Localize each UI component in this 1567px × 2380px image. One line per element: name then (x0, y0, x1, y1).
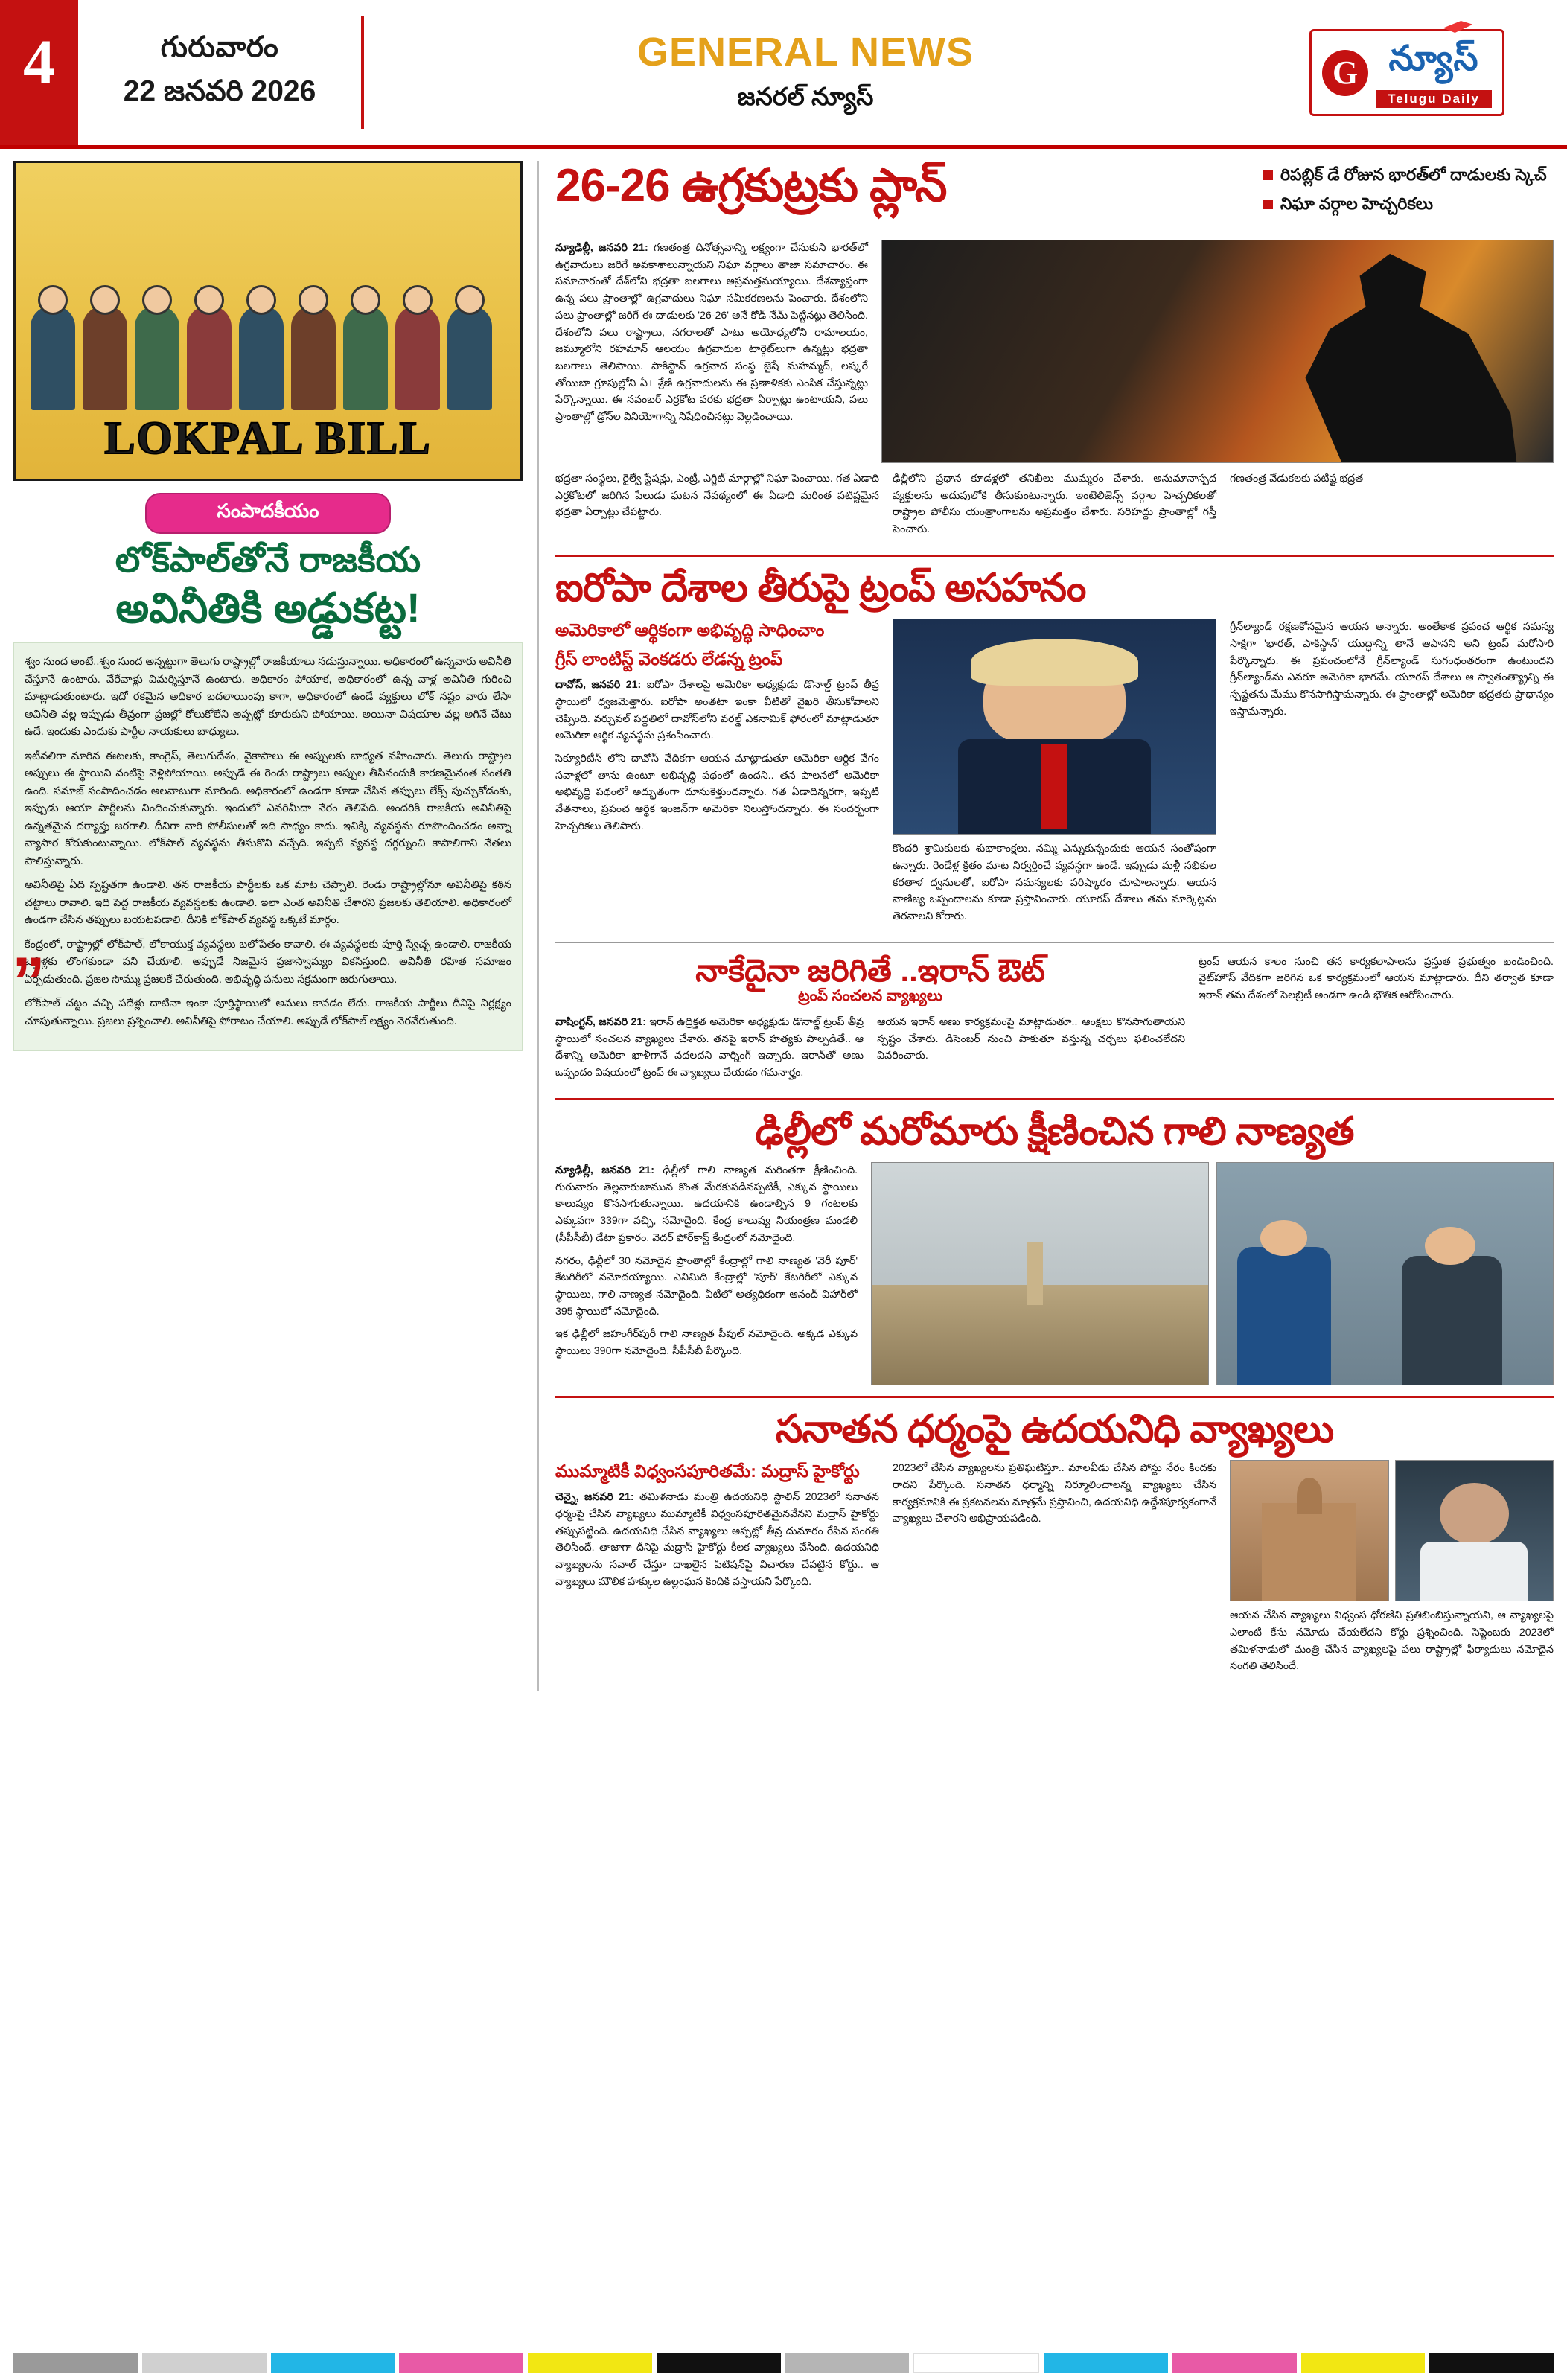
article-terror-plan (555, 161, 1554, 544)
article-text: నగరం, ఢిల్లీలో 30 నమోదైన ప్రాంతాల్లో కేంద్రాల్లో గాలి నాణ్యత 'వెరీ పూర్' కేటగిరీలో నమోదయ్యాయి. ఎనిమిది కేంద్రాల్లో 'పూర్' కేటగిరీలో ఎక్కువ స్థాయిలు, గాలి నాణ్యత నమోదైంది. వీటిలో అత్యధికంగా ఆనంద్ విహార్‌లో 395 స్థాయిలో నమోదైంది. (555, 1254, 858, 1318)
dateline: చెన్నై, జనవరి 21: (555, 1491, 634, 1504)
weekday-label: గురువారం (160, 31, 279, 63)
editorial-headline-line2: అవినీతికి అడ్డుకట్ట! (115, 584, 421, 632)
section-title-te: జనరల్ న్యూస్ (737, 82, 874, 110)
page-content (0, 149, 1567, 1691)
dateline: దావోస్, జనవరి 21: (555, 679, 642, 692)
article-text: ఢిల్లీలోని ప్రధాన కూడళ్లలో తనిఖీలు ముమ్మరం చేశారు. అనుమానాస్పద వ్యక్తులను అదుపులోకి తీసుకుంటున్నారు. ఇంటెలిజెన్స్ వర్గాల హెచ్చరికలతో రాష్ట్రాల పోలీసు యంత్రాంగాలను అప్రమత్తం చేశారు. సరిహద్దు ప్రాంతాల్లో గస్తీ పెంచారు. (893, 473, 1216, 536)
article-text: గణతంత్ర దినోత్సవాన్ని లక్ష్యంగా చేసుకుని భారత్‌లో ఉగ్రవాదులు జరిగే అవకాశాలున్నాయని నిఘా వర్గాలు తాజా సమాచారం. ఈ సమాచారంతో దేశ్‌లోని భద్రతా బలగాలు అప్రమత్తమయ్యాయి. దేశవ్యాప్తంగా ఉన్న పలు ప్రాంతాల్లో ఉగ్రవాదులు నిఘా సమీకరణలను పెంచారు. దేశంలోని పలు ప్రాంతాల్లో జరిగే ఈ దాడులకు '26-26' అనే కోడ్ నేమ్ పెట్టినట్లు తెలిసింది. దేశంలోని పలు రాష్ట్రాలు, నగరాలతో పాటు అయోధ్యలోని రామాలయం, జమ్మూలోని రహమాన్ ఆలయం ఉగ్రవాదుల టార్గెట్‌లుగా ఉన్నట్లు భద్రతా బలగాలు తెలిపాయి. పాకిస్థాన్ ఉగ్రవాద సంస్థ జైషే మహమ్మద్, లష్కరే తోయిబా గ్రూపుల్లోని ఏ+ శ్రేణి ఉగ్రవాదులను ఈ ప్రణాళికకు ఎంపిక చేస్తున్నట్లు పేర్కొన్నాయి. ఈ నవంబర్ ఎర్రకోట వరకు భద్రతా ఏర్పాట్లు ఉంటాయని, పలు ప్రాంతాల్లో డ్రోన్‌ల వినియోగాన్ని నిషేధించినట్లు వెల్లడించాయి. (555, 242, 868, 424)
editorial-badge: సంపాదకీయం (145, 493, 391, 534)
article-text: తమిళనాడు మంత్రి ఉదయనిధి స్టాలిన్ 2023లో సనాతన ధర్మంపై చేసిన వ్యాఖ్యలు ముమ్మాటికీ విధ్వంసపూరితమైనవేనని మద్రాస్ హైకోర్టు తప్పుపట్టింది. ఉదయనిధి చేసిన వ్యాఖ్యలు అప్పట్లో తీవ్ర దుమారం రేపిన సంగతి తెలిసిందే. తాజాగా దీనిపై మద్రాస్ హైకోర్టు కీలక వ్యాఖ్యలు చేసింది. ఉదయనిధి వ్యాఖ్యలను సవాల్ చేస్తూ దాఖలైన పిటిషన్‌పై విచారణ చేపట్టిన కోర్టు.. ఆ వ్యాఖ్యలు మౌలిక హక్కుల ఉల్లంఘన కిందికి వస్తాయని పేర్కొంది. (555, 1491, 879, 1588)
article-photo-person (1395, 1460, 1554, 1601)
article-headline: ఐరోపా దేశాల తీరుపై ట్రంప్ అసహనం (555, 566, 1086, 610)
editorial-body (13, 642, 523, 1051)
bullet-item (1263, 165, 1554, 188)
article-body (555, 1162, 858, 1247)
dateline: న్యూఢిల్లీ, జనవరి 21: (555, 1164, 654, 1176)
brand-logo (1309, 29, 1504, 116)
brand-letter-icon: G (1322, 50, 1368, 96)
article-iran-alert (555, 954, 1554, 1088)
article-text: ఇరాన్ ఉద్రిక్తత అమెరికా అధ్యక్షుడు డొనాల్డ్ ట్రంప్ తీవ్ర స్థాయిలో సంచలన వ్యాఖ్యలు చేశారు. తనపై ఇరాన్ హత్యకు పాల్పడితే.. ఆ దేశాన్ని అమెరికా ఖాళీగానే వదలదని వార్నింగ్ ఇచ్చారు. ఇరాన్‌తో అణు ఒప్పందం విషయంలో ట్రంప్ ఈ వ్యాఖ్యలు చేయడం గమనార్హం. (555, 1015, 864, 1079)
article-trump-europe (555, 567, 1554, 931)
article-body (555, 1014, 864, 1082)
article-text: ఆయన చేసిన వ్యాఖ్యలు విధ్వంస ధోరణిని ప్రతిబింబిస్తున్నాయని, ఆ వ్యాఖ్యలపై ఎలాంటి కేసు నమోదు చేయలేదని కోర్టు ప్రశ్నించింది. సెప్టెంబరు 2023లో తమిళనాడులో మంత్రి చేసిన వ్యాఖ్యలపై పలు రాష్ట్రాల్లో ఫిర్యాదులు నమోదైన సంగతి తెలిసిందే. (1230, 1609, 1554, 1673)
article-photo-blast (881, 240, 1554, 463)
bullet-item (1263, 194, 1554, 217)
editorial-column (13, 161, 539, 1691)
article-body (555, 677, 879, 744)
bullet-text: రిపబ్లిక్ డే రోజున భారత్‌లో దాడులకు స్కెచ్ (1280, 165, 1547, 184)
date-label: 22 జనవరి 2026 (123, 74, 316, 107)
dateline: వాషింగ్టన్, జనవరి 21: (555, 1015, 646, 1028)
quote-mark-icon: „ (12, 907, 45, 981)
article-subhead: గ్రీస్ లాంటిస్ట్ వెంకడరు లేడన్న ట్రంప్ (555, 649, 783, 669)
page-number: 4 (23, 26, 55, 98)
article-text: గ్రీన్‌ల్యాండ్ రక్షణకోసమైన ఆయన అన్నారు. అంతేకాక ప్రపంచ ఆర్థిక సమస్య సాక్షిగా 'భారత్, పాకిస్థాన్' యుద్ధాన్ని తానే ఆపానని అని ట్రంప్ మరోసారి పేర్కొన్నారు. ఈ ప్రపంచంలోనే గ్రీన్‌ల్యాండ్ సుగంధంతరంగా ఉంటుందని గ్రీన్‌ల్యాండ్‌ను ఎవరూ అమెరికా భాగమే. యూరప్ దేశాలు ఆ స్వాతంత్య్రాన్ని ఈ స్పష్టతను మేము కొనసాగిస్తామన్నారు. ఈ ప్రాంతాల్లో అమెరికా భద్రతకు ప్రాధాన్యం ఇస్తామన్నారు. (1230, 621, 1554, 718)
brand-block (1247, 0, 1567, 145)
article-text: కొందరి శ్రామికులకు శుభాకాంక్షలు. నమ్మి ఎన్నుకున్నందుకు ఆయన సంతోషంగా ఉన్నారు. రెండేళ్ల క్రితం మాట నిర్వర్తించే వ్యవస్థగా ఉండే. ఇప్పుడు మళ్లీ సభికుల కరతాళ ధ్వనులతో, ఐరోపా సమస్యలకు పరిష్కారం చూపాలన్నారు. ఆయన వాణిజ్య ఒప్పందాలను కూడా ప్రస్తావించారు. యూరప్ దేశాలు తమ మార్కెట్లను తెరవాలని కోరారు. (893, 843, 1216, 922)
article-photo-smog (871, 1162, 1208, 1385)
article-headline: సనాతన ధర్మంపై ఉదయనిధి వ్యాఖ్యలు (775, 1407, 1334, 1451)
article-text: ఢిల్లీలో గాలి నాణ్యత మరింతగా క్షీణించింది. గురువారం తెల్లవారుజామున కొంత మేరకుపడినప్పటికీ, ఎక్కువ స్థాయిలు కాలుష్యం కొనసాగుతున్నాయి. ఉదయానికి ఉండాల్సిన 9 గంటలకు ఎక్కువగా 339గా వచ్చి, నమోదైంది. కేంద్ర కాలుష్య నియంత్రణ మండలి (సీపీసీబీ) డేటా ప్రకారం, వెదర్ ఫోర్‌కాస్ట్ కేంద్రంలో నమోదైంది. (555, 1164, 858, 1244)
article-kicker: ట్రంప్ సంచలన వ్యాఖ్యలు (798, 987, 942, 1004)
crowd-illustration (16, 224, 520, 410)
editorial-illustration (13, 161, 523, 481)
article-photo-caption: గణతంత్ర వేడుకలకు పటిష్ట భద్రత (1230, 473, 1364, 485)
article-text: ఇక ఢిల్లీలో జహంగీర్‌పురీ గాలి నాణ్యత పీపుల్ నమోదైంది. అక్కడ ఎక్కువ స్థాయిలు 390గా నమోదైంది. సీపీసీబీ పేర్కొంది. (555, 1328, 858, 1358)
brand-tagline: Telugu Daily (1376, 90, 1492, 108)
section-title-en: GENERAL NEWS (636, 29, 974, 74)
editorial-headline-line1: లోక్‌పాల్‌తోనే రాజకీయ (115, 540, 421, 579)
bullet-text: నిఘా వర్గాల హెచ్చరికలు (1280, 194, 1434, 213)
article-body (555, 1489, 879, 1590)
article-photo-court (1230, 1460, 1389, 1601)
article-body (555, 240, 868, 426)
article-photo-trump (893, 619, 1216, 835)
section-title-block (364, 0, 1247, 145)
page-number-box (0, 0, 78, 145)
article-text: సెక్యూరిటీస్ లోని దావోస్ వేదికగా ఆయన మాట్లాడుతూ అమెరికా ఆర్థిక వేగం సవాళ్లలో తాను ఉంటూ అభివృద్ధి పథంలో ఉందని.. తన పాలనలో అమెరికా అభివృద్ధి పథంలో అద్భుతంగా దూసుకెళ్తుందన్నారు. గత ఏడాదిన్నరగా, ఇప్పటి వేతనాలు, ప్రపంచ ఆర్థిక ఇంజన్‌గా అమెరికా నిలుస్తోందన్నారు. ఈ సందర్భంగా హెచ్చరికలు తెలిపారు. (555, 753, 879, 832)
dateline: న్యూఢిల్లీ, జనవరి 21: (555, 242, 648, 254)
masthead (0, 0, 1567, 149)
article-subhead: అమెరికాలో ఆర్థికంగా అభివృద్ధి సాధించాం (555, 620, 825, 640)
editorial-headline (13, 540, 523, 632)
article-bullets (1234, 165, 1554, 217)
article-headline: ఢిల్లీలో మరోమారు క్షీణించిన గాలి నాణ్యత (755, 1109, 1354, 1153)
section-divider (555, 1396, 1554, 1398)
article-text: ట్రంప్ ఆయన కాలం నుంచి తన కార్యకలాపాలను ప్రస్తుత ప్రభుత్వం ఖండించింది. వైట్‌హౌస్ వేదికగా జరిగిన ఒక కార్యక్రమంలో ఆయన మాట్లాడారు. దీని తర్వాత కూడా ఇరాన్ తమ దేశంలో సెలబ్రిటీ అండగా ఉండి భౌతిక ఆరోపించారు. (1199, 955, 1554, 1002)
section-divider (555, 1098, 1554, 1100)
editorial-paragraph: శ్వం సుంద అంటే..శ్వం సుంద అన్నట్టుగా తెలుగు రాష్ట్రాల్లో రాజకీయాలు నడుస్తున్నాయి. అధికారంలో ఉన్నవారు అవినీతి చేస్తూనే ఉంటారు. వేరేవాళ్లు విమర్శిస్తూనే ఉంటారు. అధికారం పోయాక, అధికారంలో ఉన్న వాళ్ల అవినీతి గురించి మాట్లాడుతుంటారు. ఇదో రకమైన అధికార బదలాయింపు కాగా, అధికారంలో ఉండే వ్యక్తులు లోక్ నష్టం వారు లేసా అవినీతి వల్ల ఇప్పుడు తీవ్రంగా ప్రజల్లో కోలుకోలేని అప్పట్లో కూరుకుని పోయాయి. అయినా విషయాల వల్ల అగినే చేటు ఉదే. ఇందుకు ఎందుకు పార్టీల నాయకులు బాధ్యులు. (25, 656, 511, 738)
article-text: ఆయన ఇరాన్ అణు కార్యక్రమంపై మాట్లాడుతూ.. ఆంక్షలు కొనసాగుతాయని స్పష్టం చేశారు. డిసెంబర్ నుంచి పాకుతూ వస్తున్న చర్చలు ఫలించలేదని వివరించారు. (877, 1015, 1186, 1062)
article-text: ఐరోపా దేశాలపై అమెరికా అధ్యక్షుడు డొనాల్డ్ ట్రంప్ తీవ్ర స్థాయిలో ధ్వజమెత్తారు. ఐరోపా అంతటా ఇంకా వీటితో వైఖరి తీసుకోవాలని చెప్పింది. వర్చువల్ పద్ధతిలో దావోస్‌లోని వరల్డ్ ఎకనామిక్ ఫోరంలో మాట్లాడుతూ అమెరికా ఆర్థిక వ్యవస్థను ప్రశంసించారు. (555, 679, 880, 742)
article-text: 2023లో చేసిన వ్యాఖ్యలను ప్రతిఘటిస్తూ.. మాలవీడు చేసిన పోస్టు నేరం కిందకు రాదని పేర్కొంది. సనాతన ధర్మాన్ని నిర్మూలించాలన్న వ్యాఖ్యలు చేసిన కార్యక్రమానికి ఈ ప్రకటనలను మాత్రమే ప్రస్తావించి, ఉదయనిధి ఉద్దేశపూర్వకంగానే వ్యాఖ్యలు చేశారని అభిప్రాయపడింది. (893, 1462, 1216, 1525)
editorial-paragraph: అవినీతిపై ఏది స్పష్టతగా ఉండాలి. తన రాజకీయ పార్టీలకు ఒక మాట చెప్పాలి. రెండు రాష్ట్రాల్లోనూ అవినీతిపై కఠిన చట్టాలు రావాలి. ఇది పెద్ద రాజకీయ వ్యవస్థలకు ఉండాలి. ఇలా ఎంత అవినీతి చేశారని ప్రజలకు తెలియాలి. అధికారంలో ఉండగా చేసిన తప్పులు బయటపడాలి. దీనికి లోక్‌పాల్ వ్యవస్థ ఒక్కటే మార్గం. (25, 879, 511, 927)
article-photo-people (1216, 1162, 1554, 1385)
article-headline: నాకేదైనా జరిగితే ..ఇరాన్ ఔట్ (695, 952, 1045, 988)
date-block (78, 0, 361, 145)
article-subhead: ముమ్మాటికీ విధ్వంసపూరితమే: మద్రాస్ హైకోర్టు (555, 1461, 860, 1481)
article-text: భద్రతా సంస్థలు, రైల్వే స్టేషన్లు, ఎంట్రీ, ఎగ్జిట్ మార్గాల్లో నిఘా పెంచాయి. గత ఏడాది ఎర్రకోటలో జరిగిన పేలుడు ఘటన నేపథ్యంలో ఈ ఏడాది మరింత పటిష్టమైన భద్రతా ఏర్పాట్లు చేపట్టారు. (555, 473, 879, 519)
article-headline: 26-26 ఉగ్రకుట్రకు ప్లాన్ (555, 160, 947, 211)
editorial-paragraph: లోక్‌పాల్ చట్టం వచ్చి పదేళ్లు దాటినా ఇంకా పూర్తిస్థాయిలో అమలు కావడం లేదు. రాజకీయ పార్టీలు దీనిపై నిర్లక్ష్యం చూపుతున్నాయి. ప్రజలు ప్రశ్నించాలి. అవినీతిపై పోరాటం చేయాలి. అప్పుడే లోక్‌పాల్ లక్ష్యం నెరవేరుతుంది. (25, 998, 511, 1027)
article-delhi-air (555, 1111, 1554, 1385)
editorial-paragraph: కేంద్రంలో, రాష్ట్రాల్లో లోక్‌పాల్, లోకాయుక్త వ్యవస్థలు బలోపేతం కావాలి. ఈ వ్యవస్థలకు పూర్తి స్వేచ్ఛ ఉండాలి. రాజకీయ ఒత్తిళ్లకు లొంగకుండా పని చేయాలి. అప్పుడే నిజమైన ప్రజాస్వామ్యం వికసిస్తుంది. అవినీతి రహిత సమాజం ఏర్పడుతుంది. ప్రజల సొమ్ము ప్రజలకే చేరుతుంది. అభివృద్ధి పనులు సక్రమంగా జరుగుతాయి. (25, 938, 511, 986)
news-column (539, 161, 1554, 1691)
editorial-paragraph: ఇటీవలిగా మారిన ఈటలకు, కాంగ్రెస్, తెలుగుదేశం, వైకాపాలు ఈ అప్పులకు బాధ్యత వహించారు. తెలుగు రాష్ట్రాల అప్పులు ఈ స్థాయిని వంటిపై వెళ్లిపోయాయి. అప్పుడే ఈ రెండు రాష్ట్రాలు అప్పుల తీసినందుకి కారణమైనంత సంతతి ఉంది. సమాజ్ సంపాదించడం అలవాటుగా మారింది. అధికారంలో ఉండగా కూడా చేసిన తప్పులు లేక్స్ పుచ్చుకోడంకు, ఇప్పుడు ఆయా పార్టీలను నిందించుకున్నారు. ఇందులో ఎవరిమీదా నేరం తెలిపేది. అందరికి రాజకీయ అవినీతిపై ఉన్నతమైన దర్యాప్తు జరగాలి. దీనిగా వారి పోలీసులతో ఇది సాధ్యం కాదు. ఇవిక్కి వ్యవస్థను రూపొందించడం అన్నా వ్యాసార కోరుకుంటున్నాయి. లోక్‌పాల్ వ్యవస్థను తీసుకొని వచ్చేది. ఇప్పటి వ్యవస్థ దగ్గర్నుంచి కాపాలిగాని నేతలు పాలిస్తున్నారు. (25, 750, 511, 867)
color-registration-bar (13, 2353, 1554, 2373)
illustration-title: LOKPAL BILL (104, 413, 432, 464)
section-divider (555, 942, 1554, 943)
brand-texts (1376, 37, 1492, 108)
brand-name: న్యూస్ (1389, 37, 1479, 87)
section-divider (555, 555, 1554, 557)
article-sanatana (555, 1408, 1554, 1681)
